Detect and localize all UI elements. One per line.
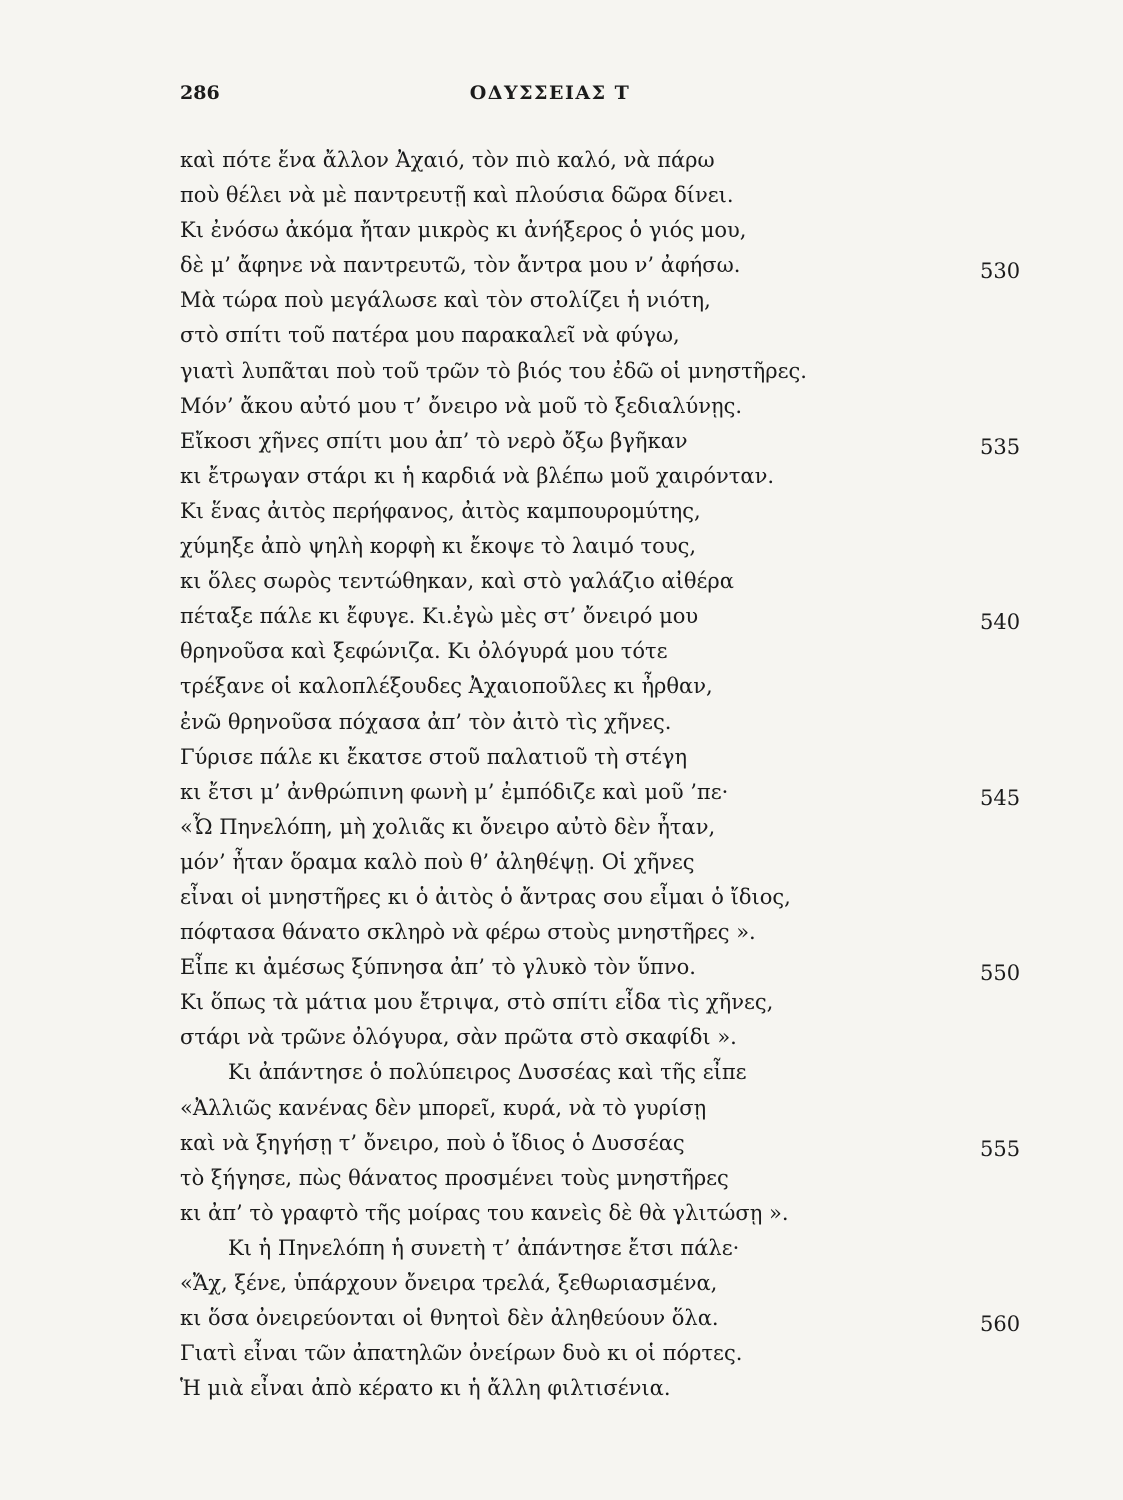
verse-text: κι ἔτσι μ’ ἀνθρώπινη φωνὴ μ’ ἐμπόδιζε καὶ μοῦ ’πε· xyxy=(180,779,729,804)
verse-line xyxy=(180,213,1040,248)
verse-text: Μόν’ ἄκου αὐτό μου τ’ ὄνειρο νὰ μοῦ τὸ ξεδιαλύνῃς. xyxy=(180,393,743,418)
verse-text: ἐνῶ θρηνοῦσα πόχασα ἀπ’ τὸν ἀιτὸ τὶς χῆνες. xyxy=(180,709,672,734)
verse-text: τρέξανε οἱ καλοπλέξουδες Ἀχαιοποῦλες κι ἦρθαν, xyxy=(180,674,713,699)
verse-line xyxy=(180,1266,1040,1301)
verse-line xyxy=(180,915,1040,950)
verse-line xyxy=(180,599,1040,634)
verse-text: ποὺ θέλει νὰ μὲ παντρευτῇ καὶ πλούσια δῶρα δίνει. xyxy=(180,183,734,208)
verse-line xyxy=(180,705,1040,740)
verse-text: στὸ σπίτι τοῦ πατέρα μου παρακαλεῖ νὰ φύγω, xyxy=(180,323,680,348)
line-number: 545 xyxy=(980,785,1021,810)
verse-line xyxy=(180,424,1040,459)
verse-text: Κι ἡ Πηνελόπη ἡ συνετὴ τ’ ἀπάντησε ἔτσι πάλε· xyxy=(228,1235,740,1260)
verse-text: Κι ἀπάντησε ὁ πολύπειρος Δυσσέας καὶ τῆς εἶπε xyxy=(228,1060,747,1085)
verse-text: Γιατὶ εἶναι τῶν ἀπατηλῶν ὀνείρων δυὸ κι οἱ πόρτες. xyxy=(180,1341,743,1366)
verse-line xyxy=(180,1020,1040,1055)
verse-text: κι ὅλες σωρὸς τεντώθηκαν, καὶ στὸ γαλάζιο αἰθέρα xyxy=(180,569,734,594)
verse-line xyxy=(180,1231,1040,1266)
verse-line xyxy=(180,1336,1040,1371)
running-title: ΟΔΥΣΣΕΙΑΣ Τ xyxy=(469,82,631,104)
line-number: 550 xyxy=(980,961,1021,986)
verse-text: γιατὶ λυπᾶται ποὺ τοῦ τρῶν τὸ βιός του ἐδῶ οἱ μνηστῆρες. xyxy=(180,358,807,383)
verse-line xyxy=(180,318,1040,353)
verse-line xyxy=(180,669,1040,704)
verse-line xyxy=(180,1055,1040,1090)
page-header xyxy=(180,82,920,122)
verse-line xyxy=(180,845,1040,880)
verse-line xyxy=(180,1301,1040,1336)
verse-line xyxy=(180,389,1040,424)
verse-line xyxy=(180,1091,1040,1126)
verse-text: θρηνοῦσα καὶ ξεφώνιζα. Κι ὀλόγυρά μου τότε xyxy=(180,639,668,664)
verse-text: «Ἄχ, ξένε, ὑπάρχουν ὄνειρα τρελά, ξεθωριασμένα, xyxy=(180,1271,718,1295)
verse-line xyxy=(180,985,1040,1020)
verse-line xyxy=(180,775,1040,810)
verse-text: κι ἔτρωγαν στάρι κι ἡ καρδιά νὰ βλέπω μοῦ χαιρόνταν. xyxy=(180,463,775,488)
verse-line xyxy=(180,283,1040,318)
verse-text: εἶναι οἱ μνηστῆρες κι ὁ ἀιτὸς ὁ ἄντρας σου εἶμαι ὁ ἴδιος, xyxy=(180,884,791,909)
verse-line xyxy=(180,459,1040,494)
line-number: 555 xyxy=(980,1136,1021,1161)
verse-text: καὶ νὰ ξηγήσῃ τ’ ὄνειρο, ποὺ ὁ ἴδιος ὁ Δυσσέας xyxy=(180,1130,685,1155)
verse-line xyxy=(180,529,1040,564)
verse-line xyxy=(180,564,1040,599)
line-number: 540 xyxy=(980,610,1021,635)
verse-text: πόφτασα θάνατο σκληρὸ νὰ φέρω στοὺς μνηστῆρες ». xyxy=(180,920,756,945)
verse-line xyxy=(180,354,1040,389)
verse-text: Κι ἕνας ἀιτὸς περήφανος, ἀιτὸς καμπουρομύτης, xyxy=(180,498,701,523)
verse-text: στάρι νὰ τρῶνε ὀλόγυρα, σὰν πρῶτα στὸ σκαφίδι ». xyxy=(180,1025,737,1050)
verse-text: Εἶπε κι ἀμέσως ξύπνησα ἀπ’ τὸ γλυκὸ τὸν ὕπνο. xyxy=(180,955,696,980)
verse-line xyxy=(180,178,1040,213)
verse-line xyxy=(180,810,1040,845)
verse-text: τὸ ξήγησε, πὼς θάνατος προσμένει τοὺς μνηστῆρες xyxy=(180,1165,729,1190)
verse-text: «Ὦ Πηνελόπη, μὴ χολιᾶς κι ὄνειρο αὐτὸ δὲν ἦταν, xyxy=(180,814,716,839)
verse-text: Ἡ μιὰ εἶναι ἀπὸ κέρατο κι ἡ ἄλλη φιλτισένια. xyxy=(180,1376,671,1401)
verse-line xyxy=(180,143,1040,178)
verse-line xyxy=(180,634,1040,669)
verse-line xyxy=(180,1196,1040,1231)
verse-text: μόν’ ἦταν ὅραμα καλὸ ποὺ θ’ ἀληθέψῃ. Οἱ χῆνες xyxy=(180,849,695,874)
verse-text: καὶ πότε ἕνα ἄλλον Ἀχαιό, τὸν πιὸ καλό, νὰ πάρω xyxy=(180,148,715,172)
verse-text: κι ἀπ’ τὸ γραφτὸ τῆς μοίρας του κανεὶς δὲ θὰ γλιτώσῃ ». xyxy=(180,1200,789,1225)
verse-text: χύμηξε ἀπὸ ψηλὴ κορφὴ κι ἔκοψε τὸ λαιμό τους, xyxy=(180,534,697,559)
verse-text: «Ἀλλιῶς κανένας δὲν μπορεῖ, κυρά, νὰ τὸ γυρίσῃ xyxy=(180,1095,707,1120)
verse-text: Κι ὅπως τὰ μάτια μου ἔτριψα, στὸ σπίτι εἶδα τὶς χῆνες, xyxy=(180,990,774,1015)
verse-line xyxy=(180,494,1040,529)
line-number: 560 xyxy=(980,1312,1021,1337)
verse-text: πέταξε πάλε κι ἔφυγε. Κι.ἐγὼ μὲς στ’ ὄνειρό μου xyxy=(180,604,699,629)
verse-line xyxy=(180,950,1040,985)
verse-text: κι ὅσα ὀνειρεύονται οἱ θνητοὶ δὲν ἀληθεύουν ὅλα. xyxy=(180,1306,719,1331)
verse-text: Κι ἐνόσω ἀκόμα ἤταν μικρὸς κι ἀνήξερος ὁ γιός μου, xyxy=(180,218,747,243)
verse-line xyxy=(180,740,1040,775)
verse-text: Γύρισε πάλε κι ἔκατσε στοῦ παλατιοῦ τὴ στέγη xyxy=(180,744,688,769)
verse-line xyxy=(180,880,1040,915)
line-number: 535 xyxy=(980,434,1021,459)
verse-line xyxy=(180,248,1040,283)
page-number: 286 xyxy=(180,82,220,104)
verse-text: δὲ μ’ ἄφηνε νὰ παντρευτῶ, τὸν ἄντρα μου ν’ ἀφήσω. xyxy=(180,253,741,278)
verse-text: Μὰ τώρα ποὺ μεγάλωσε καὶ τὸν στολίζει ἡ νιότη, xyxy=(180,288,711,313)
verse-block xyxy=(180,143,1040,1406)
verse-text: Εἴκοσι χῆνες σπίτι μου ἀπ’ τὸ νερὸ ὄξω βγῆκαν xyxy=(180,428,688,453)
verse-line xyxy=(180,1371,1040,1406)
line-number: 530 xyxy=(980,259,1021,284)
verse-line xyxy=(180,1126,1040,1161)
verse-line xyxy=(180,1161,1040,1196)
